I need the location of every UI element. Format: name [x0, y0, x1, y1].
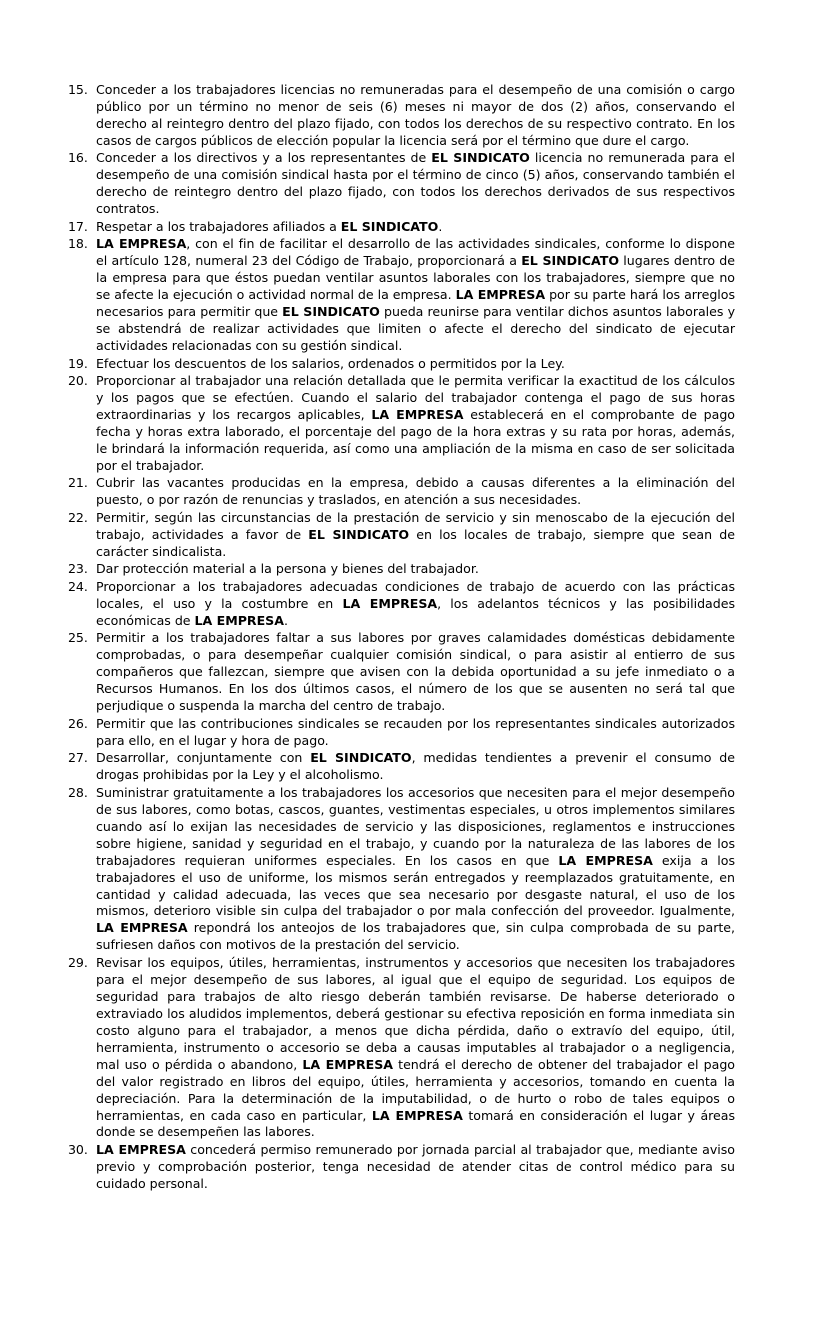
clause-number: 24. — [68, 578, 88, 594]
clause-text-run: Conceder a los trabajadores licencias no remuneradas para el desempeño de una comisión o cargo público por un término no menor de seis (6) meses ni mayor de dos (2) años, conservando el derecho al reintegro dentro del plazo fijado, con todos los derechos de su respectivo contrato. En los casos de cargos públicos de elección popular la licencia será por el término que dure el cargo. — [96, 82, 735, 148]
clause-emphasis-run: LA EMPRESA — [558, 852, 653, 868]
clause-emphasis-run: EL SINDICATO — [308, 526, 410, 542]
clause-text-run: licencia no remunerada para el desempeño de una comisión sindical hasta por el término de cinco (5) años, conservando también el derecho de reintegro dentro del plazo fijado, con todos los derechos derivados de sus respectivos contratos. — [96, 150, 736, 217]
clause-text-run: . — [438, 218, 443, 234]
clause-text-run: repondrá los anteojos de los trabajadores que, sin culpa comprobada de su parte, sufriesen daños con motivos de la prestación del servicio. — [96, 920, 735, 953]
clause-item — [68, 510, 735, 561]
clause-text — [96, 356, 735, 373]
clause-text — [96, 219, 735, 236]
clause-text-run: Suministrar gratuitamente a los trabajadores los accesorios que necesiten para el mejor desempeño de sus labores, como botas, cascos, guantes, vestimentas especiales, u otros implementos similares cuando así lo exijan las necesidades de servicio y las disposiciones, reglamentos e instrucciones sobre higiene, sanidad y seguridad en el trabajo, y cuando por la naturaleza de las labores de los trabajadores requieran uniformes especiales. En los casos en que — [96, 784, 735, 868]
clause-text — [96, 630, 735, 715]
clause-emphasis-run: LA EMPRESA — [96, 920, 188, 936]
clause-item — [68, 579, 735, 630]
clause-text — [96, 236, 735, 355]
clause-text-run: , con el fin de facilitar el desarrollo de las actividades sindicales, conforme lo dispone el artículo 128, numeral 23 del Código de Trabajo, proporcionará a — [96, 236, 735, 269]
clause-emphasis-run: EL SINDICATO — [340, 218, 439, 234]
clause-item — [68, 785, 735, 955]
clause-emphasis-run: LA EMPRESA — [194, 612, 284, 628]
clause-number: 22. — [68, 509, 88, 525]
clause-item — [68, 1142, 735, 1193]
clause-number: 21. — [68, 475, 88, 491]
clause-item — [68, 373, 735, 475]
clause-item — [68, 716, 735, 750]
clause-item — [68, 150, 735, 218]
clause-text-run: concederá permiso remunerado por jornada parcial al trabajador que, mediante aviso previo y comprobación posterior, tenga necesidad de atender citas de control médico para su cuidado personal. — [96, 1142, 735, 1191]
clause-item — [68, 219, 735, 236]
clause-number: 20. — [68, 373, 88, 389]
clause-emphasis-run: EL SINDICATO — [282, 304, 380, 320]
clause-text-run: Permitir que las contribuciones sindicales se recauden por los representantes sindicales autorizados para ello, en el lugar y hora de pago. — [96, 715, 735, 748]
clause-item — [68, 82, 735, 150]
clause-number: 29. — [68, 954, 88, 970]
clause-text — [96, 561, 735, 578]
clause-text-run: Revisar los equipos, útiles, herramientas, instrumentos y accesorios que necesiten los trabajadores para el mejor desempeño de sus labores, al igual que el equipo de seguridad. Los equipos de seguridad para trabajos de alto riesgo deberán también revisarse. De haberse deteriorado o extraviado los aludidos implementos, deberá gestionar su efectiva reposición en forma inmediata sin costo alguno para el trabajador, a menos que dicha pérdida, daño o extravío del equipo, útil, herramienta, instrumento o accesorio se deba a causas imputables al trabajador o a negligencia, mal uso o pérdida o abandono, — [96, 954, 735, 1072]
clause-emphasis-run: LA EMPRESA — [455, 287, 546, 303]
clause-text-run: tendrá el derecho de obtener del trabajador el pago del valor registrado en libros del equipo, útiles, herramienta y accesorios, tomando en cuenta la depreciación. Para la determinación de la imputabilidad, o de hurto o robo de tales equipos o herramientas, en cada caso en particular, — [96, 1056, 735, 1123]
clause-emphasis-run: LA EMPRESA — [371, 407, 464, 423]
clause-emphasis-run: EL SINDICATO — [521, 253, 620, 269]
clause-text-run: pueda reunirse para ventilar dichos asuntos laborales y se abstendrá de realizar actividades que limiten o afecte el derecho del sindicato de ejecutar actividades relacionadas con su gestión sindical. — [96, 304, 736, 354]
clause-emphasis-run: LA EMPRESA — [371, 1107, 463, 1123]
clause-emphasis-run: LA EMPRESA — [96, 1142, 186, 1157]
clause-text-run: Respetar a los trabajadores afiliados a — [96, 218, 341, 234]
clause-text — [96, 82, 735, 150]
clause-text-run: Efectuar los descuentos de los salarios, ordenados o permitidos por la Ley. — [96, 355, 565, 371]
clause-text — [96, 579, 735, 630]
clause-emphasis-run: LA EMPRESA — [96, 236, 187, 252]
clause-list — [68, 82, 735, 1193]
clause-text-run: Desarrollar, conjuntamente con — [96, 750, 311, 766]
clause-number: 18. — [68, 236, 88, 252]
clause-text-run: por su parte hará los arreglos necesarios para permitir que — [96, 287, 736, 320]
clause-text — [96, 716, 735, 750]
clause-number: 16. — [68, 150, 88, 166]
clause-number: 25. — [68, 630, 88, 646]
clause-item — [68, 750, 735, 784]
clause-item — [68, 236, 735, 355]
clause-number: 30. — [68, 1142, 88, 1157]
clause-text-run: lugares dentro de la empresa para que éstos puedan ventilar asuntos laborales con los trabajadores, siempre que no se afecte la ejecución o actividad normal de la empresa. — [96, 253, 736, 303]
clause-item — [68, 561, 735, 578]
clause-text — [96, 750, 735, 784]
clause-text-run: Cubrir las vacantes producidas en la empresa, debido a causas diferentes a la eliminación del puesto, o por razón de renuncias y traslados, en atención a sus necesidades. — [96, 475, 735, 508]
clause-item — [68, 630, 735, 715]
clause-item — [68, 356, 735, 373]
clause-text-run: Proporcionar al trabajador una relación detallada que le permita verificar la exactitud de los cálculos y los pagos que se efectúen. Cuando el salario del trabajador contenga el pago de sus horas extraordinarias y los recargos aplicables, — [96, 373, 735, 423]
clause-text — [96, 150, 735, 218]
clause-number: 26. — [68, 715, 88, 731]
clause-emphasis-run: EL SINDICATO — [310, 750, 412, 766]
clause-text-run: tomará en consideración el lugar y áreas donde se desempeñen las labores. — [96, 1107, 735, 1140]
clause-text-run: Permitir a los trabajadores faltar a sus labores por graves calamidades domésticas debidamente comprobadas, o para desempeñar cualquier comisión sindical, o para asistir al entierro de sus compañeros que fallezcan, siempre que avisen con la debida oportunidad a su jefe inmediato o a Recursos Humanos. En los dos últimos casos, el número de los que se ausenten no será tal que perjudique o suspenda la marcha del centro de trabajo. — [96, 630, 735, 714]
clause-text — [96, 475, 735, 509]
clause-text-run: en los locales de trabajo, siempre que sean de carácter sindicalista. — [96, 526, 735, 559]
clause-item — [68, 955, 735, 1141]
clause-emphasis-run: EL SINDICATO — [431, 150, 530, 166]
clause-text-run: Proporcionar a los trabajadores adecuadas condiciones de trabajo de acuerdo con las prácticas locales, el uso y la costumbre en — [96, 578, 735, 611]
clause-text-run: Conceder a los directivos y a los representantes de — [96, 150, 432, 166]
clause-text — [96, 1142, 735, 1193]
clause-text-run: establecerá en el comprobante de pago fecha y horas extra laborado, el porcentaje del pago de la hora extras y su rata por horas, además, le brindará la información requerida, así como una ampliación de la misma en caso de ser solicitada por el trabajador. — [96, 407, 735, 473]
clause-text — [96, 510, 735, 561]
clause-emphasis-run: LA EMPRESA — [342, 595, 438, 611]
clause-text — [96, 955, 735, 1141]
clause-text — [96, 785, 735, 955]
clause-number: 27. — [68, 750, 88, 766]
clause-number: 23. — [68, 561, 88, 577]
clause-number: 17. — [68, 218, 88, 234]
clause-text — [96, 373, 735, 475]
clause-text-run: Permitir, según las circunstancias de la prestación de servicio y sin menoscabo de la ejecución del trabajo, actividades a favor de — [96, 509, 735, 542]
clause-item — [68, 475, 735, 509]
clause-number: 15. — [68, 82, 88, 97]
clause-number: 19. — [68, 355, 88, 371]
clause-emphasis-run: LA EMPRESA — [302, 1056, 393, 1072]
clause-text-run: , medidas tendientes a prevenir el consumo de drogas prohibidas por la Ley y el alcoholismo. — [96, 750, 735, 783]
clause-text-run: , los adelantos técnicos y las posibilidades económicas de — [96, 595, 735, 628]
clause-text-run: Dar protección material a la persona y bienes del trabajador. — [96, 561, 479, 577]
clause-text-run: . — [283, 612, 288, 628]
clause-text-run: exija a los trabajadores el uso de uniforme, los mismos serán entregados y reemplazados gratuitamente, en cantidad y calidad adecuada, las veces que sea necesario por desgaste natural, el uso de los mismos, deterioro visible sin culpa del trabajador o por mala confección del proveedor. Igualmente, — [96, 852, 735, 919]
clause-number: 28. — [68, 784, 88, 800]
